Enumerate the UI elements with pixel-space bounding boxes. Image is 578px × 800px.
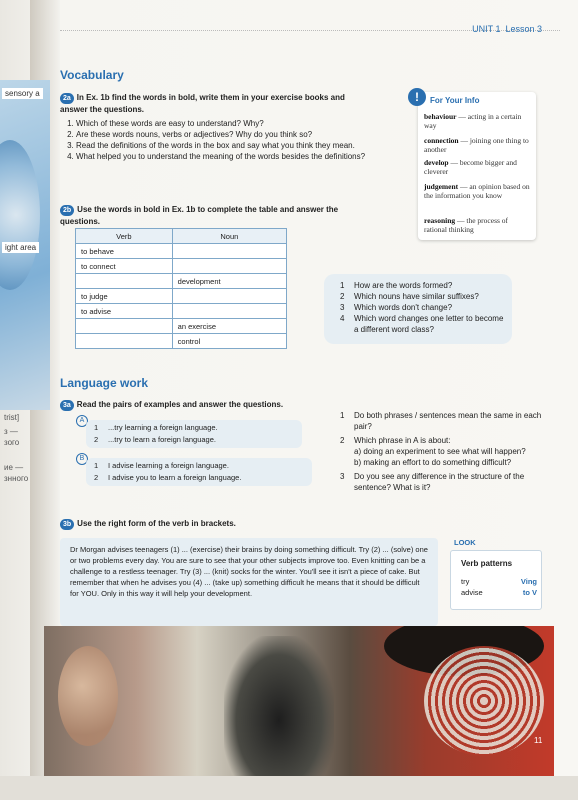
list-item: 3. Read the definitions of the words in the box and say what you think they mean. [76,140,376,151]
vocabulary-heading: Vocabulary [60,68,124,82]
list-item: 3 Which words don't change? [340,303,453,312]
task-badge: 3a [60,400,74,411]
table-row [76,259,287,274]
verb-patterns-title: Verb patterns [461,559,513,568]
table-row [76,244,287,259]
table-row [76,319,287,334]
for-your-info-box [415,90,536,240]
list-item: 2 Which nouns have similar suffixes? [340,292,479,301]
unit-lesson-header: UNIT 1 Lesson 3 [472,24,542,34]
ear-image [58,646,118,746]
task-2a [60,92,360,115]
list-item: 1. Which of these words are easy to understand? Why? [76,118,376,129]
language-work-heading: Language work [60,376,149,390]
pair-a-marker: A [76,415,88,427]
table-cell: control [172,334,286,349]
side-text-4: ие — [4,463,24,472]
side-label-area: ight area [2,242,39,253]
table-cell: to advise [76,304,173,319]
table-cell: an exercise [172,319,286,334]
hand-image [224,636,334,776]
pair-b [86,458,312,486]
bottom-margin [0,776,578,800]
table-header-noun: Noun [172,229,286,244]
table-cell [76,274,173,289]
list-item: 1 ...try learning a foreign language. [94,423,218,432]
task-3a-text: Read the pairs of examples and answer the questions. [76,400,284,409]
task-3a [60,399,360,411]
table-header-verb: Verb [76,229,173,244]
side-text-5: знного [4,474,29,483]
task-2a-questions [62,118,376,162]
table-cell [172,244,286,259]
list-item: 2 ...try to learn a foreign language. [94,435,216,444]
look-box [450,538,540,608]
pair-b-marker: B [76,453,88,465]
list-item: b) making an effort to do something difficult? [354,458,512,467]
table-cell: to connect [76,259,173,274]
table-row [76,289,287,304]
info-entry: judgement — an opinion based on the information you know [424,182,530,200]
list-item: 2 I advise you to learn a foreign language. [94,473,242,482]
task-2b-text: Use the words in bold in Ex. 1b to complete the table and answer the questions. [60,205,339,226]
table-row [76,274,287,289]
side-text-2: з — [4,427,18,436]
table-row [76,334,287,349]
info-title: For Your Info [430,96,480,105]
table-cell: to judge [76,289,173,304]
side-text-1: trist] [4,413,20,422]
list-item: 4. What helped you to understand the meaning of the words besides the definitions? [76,151,376,162]
table-cell [172,259,286,274]
table-cell [76,334,173,349]
task-2b [60,204,370,227]
list-item: try Ving [461,577,537,586]
info-entry: behaviour — acting in a certain way [424,112,522,130]
table-cell: to behave [76,244,173,259]
table-cell [172,304,286,319]
list-item: 2 Which phrase in A is about: [340,436,451,445]
page-number: 11 [534,736,543,745]
list-item: advise to V [461,588,537,597]
task-3b-text: Use the right form of the verb in brackets. [77,519,236,528]
info-entry: connection — joining one thing to another [424,136,529,154]
info-entry: develop — become bigger and cleverer [424,158,517,176]
info-icon: ! [408,88,426,106]
table-row [76,304,287,319]
verb-patterns-card [450,550,542,610]
table-questions [340,280,508,335]
table-cell [172,289,286,304]
look-tag: LOOK [454,538,476,547]
photo-collage [44,626,554,776]
table-cell [76,319,173,334]
verb-noun-table [75,228,287,349]
task-badge: 3b [60,519,74,530]
list-item: a) doing an experiment to see what will happen? [354,447,526,456]
pair-questions [340,410,550,493]
list-item: 2. Are these words nouns, verbs or adjectives? Why do you think so? [76,129,376,140]
brain-image [424,646,544,756]
pair-a [86,420,302,448]
task-badge: 2a [60,93,74,104]
side-label-sensory: sensory a [2,88,43,99]
exercise-paragraph: Dr Morgan advises teenagers (1) ... (exercise) their brains by doing something difficult. Try (2) ... (solve) one or two problems every day. You are sure to see that your other subjects improve too. Even knitting can be a challenge to a restless teenager. Try (3) ... (knit) socks for the winter. You'll see it isn't a piece of cake. But remember that when he advises you (4) ... (take up) something difficult he means that it should be difficult for YOU. Only in this way it will help your development. [60,538,438,626]
info-entry: reasoning — the process of rational thinking [424,216,509,234]
side-text-3: зого [4,438,20,447]
table-cell: development [172,274,286,289]
list-item: 3 Do you see any difference in the structure of the sentence? What is it? [340,472,525,492]
list-item: 1 How are the words formed? [340,281,453,290]
list-item: 1 I advise learning a foreign language. [94,461,229,470]
task-badge: 2b [60,205,74,216]
task-3b [60,518,360,530]
list-item: 4 Which word changes one letter to become a different word class? [340,314,504,334]
task-2a-text: In Ex. 1b find the words in bold, write them in your exercise books and answer the questions. [60,93,345,114]
list-item: 1 Do both phrases / sentences mean the same in each pair? [340,411,542,431]
